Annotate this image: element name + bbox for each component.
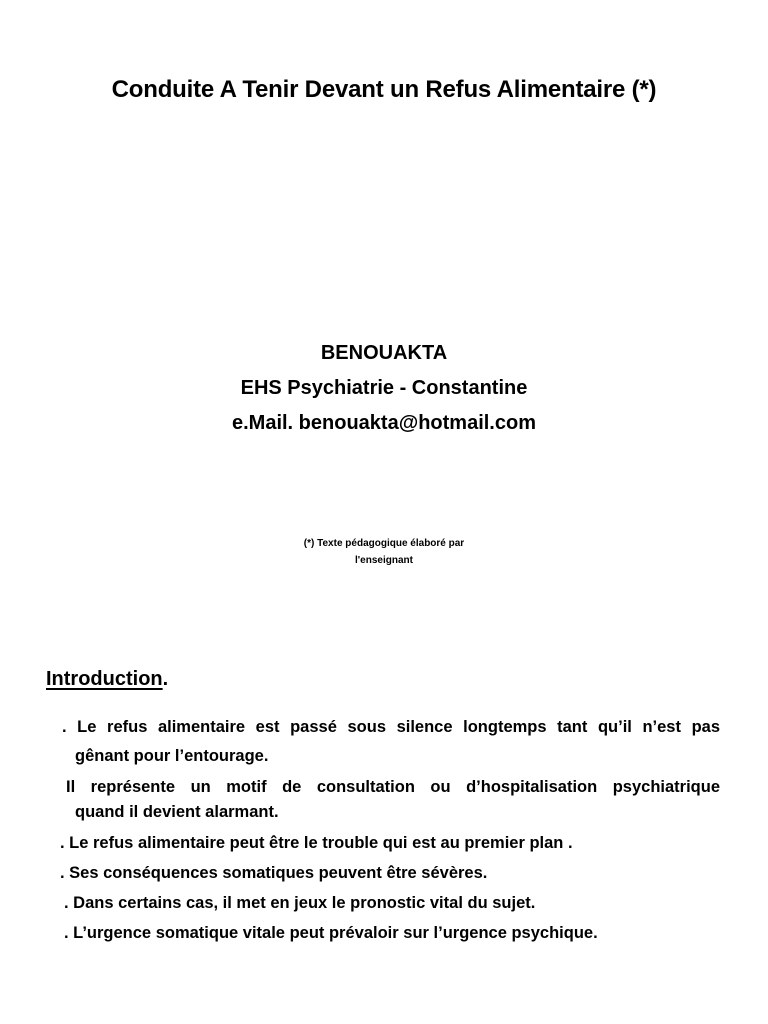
footnote-line: (*) Texte pédagogique élaboré par <box>303 538 465 549</box>
section-heading-text: Introduction <box>46 668 163 690</box>
footnote <box>234 535 534 569</box>
author-email: e.Mail. benouakta@hotmail.com <box>231 412 536 434</box>
author-affiliation: EHS Psychiatrie - Constantine <box>240 377 528 399</box>
author-block <box>0 336 768 441</box>
section-heading <box>46 668 168 691</box>
paragraph-line: quand il devient alarmant. <box>75 803 279 821</box>
paragraph-line: Il représente un motif de consultation ou d’hospitalisation psychiatrique <box>66 778 720 796</box>
document-title: Conduite A Tenir Devant un Refus Alimentaire (*) <box>111 76 657 103</box>
paragraph-line: . L’urgence somatique vitale peut prévaloir sur l’urgence psychique. <box>64 924 598 942</box>
paragraph-line: . Dans certains cas, il met en jeux le pronostic vital du sujet. <box>64 894 536 912</box>
paragraph-line: . Le refus alimentaire peut être le trouble qui est au premier plan . <box>60 834 573 852</box>
footnote-line: l'enseignant <box>355 555 413 566</box>
author-name: BENOUAKTA <box>320 342 448 364</box>
paragraph-line: . Ses conséquences somatiques peuvent être sévères. <box>60 864 488 882</box>
section-heading-suffix: . <box>162 668 169 690</box>
paragraph-line: gênant pour l’entourage. <box>75 747 269 765</box>
paragraph-line: . Le refus alimentaire est passé sous silence longtemps tant qu’il n’est pas <box>62 718 720 736</box>
